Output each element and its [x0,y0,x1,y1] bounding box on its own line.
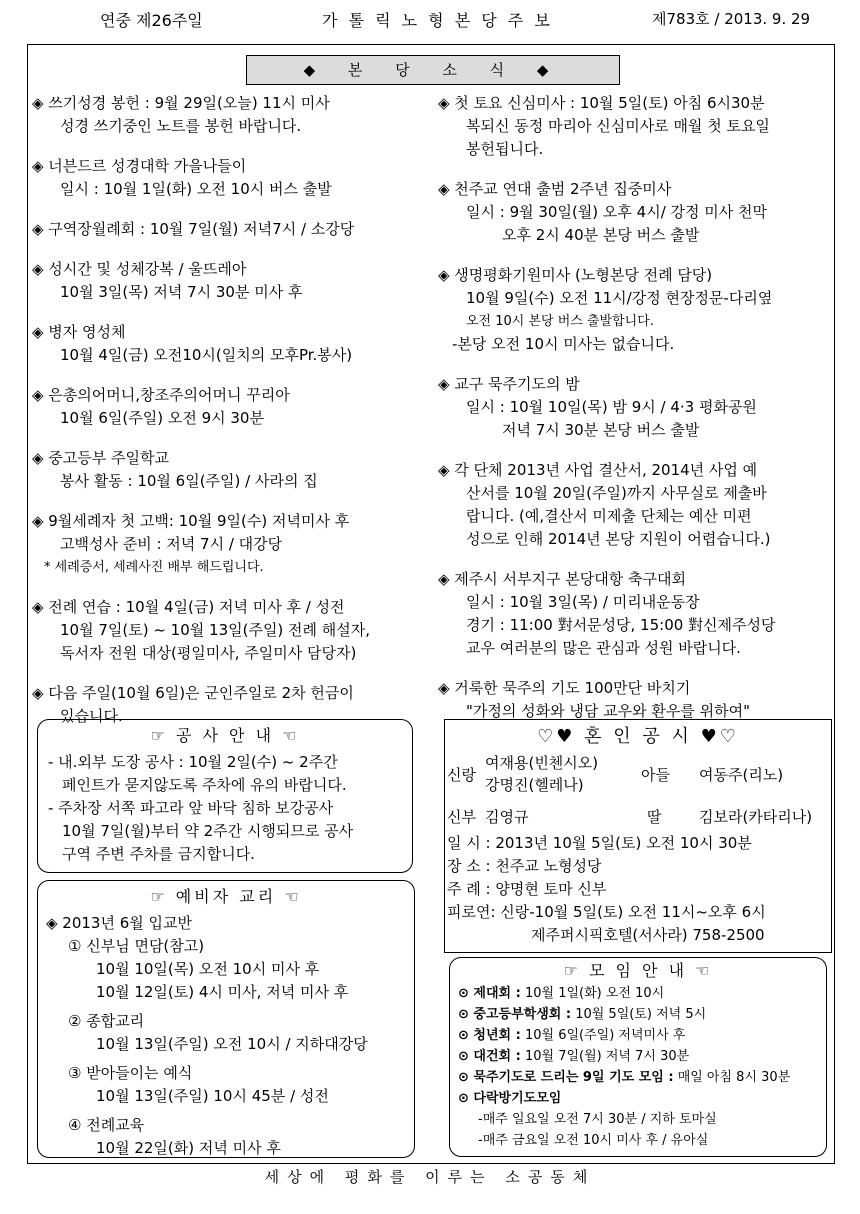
news-item: ◈ 생명평화기원미사 (노형본당 전례 담당) 10월 9일(수) 오전 11시/강정 현장정문-다리옆 오전 10시 본당 버스 출발합니다. -본당 오전 10시 미사는 없습니다. [438,266,773,353]
news-item: ◈ 천주교 연대 출범 2주년 집중미사 일시 : 9월 30일(월) 오후 4시/ 강정 미사 천막 오후 2시 40분 본당 버스 출발 [438,180,767,244]
bulletin-footer: 세상에 평화를 이루는 소공동체 [264,1168,596,1186]
issue-number: 제783호 / 2013. 9. 29 [652,10,811,28]
news-item: ◈ 각 단체 2013년 사업 결산서, 2014년 사업 예 산서를 10월 20일(주일)까지 사무실로 제출바 랍니다. (예,결산서 미제출 단체는 예산 미편 성으로 인해 2014년 본당 지원이 어렵습니다.) [438,461,771,548]
catechumen-box: ☞ 예비자 교리 ☜ ◈ 2013년 6월 입교반 ① 신부님 면담(참고) 10월 10일(목) 오전 10시 미사 후 10월 12일(토) 4시 미사, 저녁 미사 후 ② 종합교리 10월 13일(주일) 오전 10시 / 지하대강당 ③ 받아들이는 예식 10월 13일(주일) 10시 45분 / 성전 ④ 전례교육 10월 22일(화) 저녁 미사 후 [37,880,415,1158]
left-news-column [32,92,428,745]
construction-notice: ☞ 공 사 안 내 ☜ - 내.외부 도장 공사 : 10월 2일(수) ~ 2주간 페인트가 묻지않도록 주차에 유의 바랍니다. - 주차장 서쪽 파고라 앞 바닥 침하 보강공사 10월 7일(월)부터 약 2주간 시행되므로 공사 구역 주변 주차를 금지합니다. [37,719,413,873]
meeting-item: ⊙ 다락방기도모임 [458,1091,562,1106]
wedding-title: ♡♥ 혼 인 공 시 ♥♡ [537,726,739,747]
meeting-item: ⊙ 묵주기도로 드리는 9일 기도 모임 : 매일 아침 8시 30분 [458,1070,791,1085]
bulletin-header [0,6,860,32]
groom-row: 신랑 여재용(빈첸시오) 강명진(헬레나) 아들 여동주(리노) [447,754,784,794]
catechumen-title: ☞ 예비자 교리 ☜ [150,887,302,906]
news-item: ◈ 쓰기성경 봉헌 : 9월 29일(오늘) 11시 미사 성경 쓰기중인 노트를 봉헌 바랍니다. [32,94,330,135]
news-item: ◈ 은총의어머니,창조주의어머니 꾸리아 10월 6일(주일) 오전 9시 30분 [32,386,290,427]
news-item: ◈ 구역장월례회 : 10월 7일(월) 저녁7시 / 소강당 [32,220,355,238]
meeting-item: ⊙ 청년회 : 10월 6일(주일) 저녁미사 후 [458,1028,686,1043]
bride-row: 신부 김영규 딸 김보라(카타리나) [447,808,813,826]
news-item: ◈ 중고등부 주일학교 봉사 활동 : 10월 6일(주일) / 사라의 집 [32,449,318,490]
news-item: ◈ 교구 묵주기도의 밤 일시 : 10월 10일(목) 밤 9시 / 4·3 평화공원 저녁 7시 30분 본당 버스 출발 [438,375,757,439]
wedding-announcement: ♡♥ 혼 인 공 시 ♥♡ 신랑 여재용(빈첸시오) 강명진(헬레나) 아들 여동주(리노) 신부 김영규 딸 김보라(카타리나) 일 시 : 2013년 10월 5일(토) 오전 10시 30분 장 소 : 천주교 노형성당 주 례 : 양명현 토마 신부 피로연: 신랑-10월 5일(토) 오전 11시~오후 6시 제주퍼시픽호텔(서사라) 758-2500 [444,719,832,953]
liturgical-week: 연중 제26주일 [100,11,203,30]
meetings-box: ☞ 모 임 안 내 ☜ ⊙ 제대회 : 10월 1일(화) 오전 10시 ⊙ 중고등부학생회 : 10월 5일(토) 저녁 5시 ⊙ 청년회 : 10월 6일(주일) 저녁미사 후 ⊙ 대건회 : 10월 7일(월) 저녁 7시 30분 ⊙ 묵주기도로 드리는 9일 기도 모임 : 매일 아침 8시 30분 ⊙ 다락방기도모임 -매주 일요일 오전 7시 30분 / 지하 토마실 -매주 금요일 오전 10시 미사 후 / 유아실 [449,957,827,1157]
meeting-item: ⊙ 대건회 : 10월 7일(월) 저녁 7시 30분 [458,1049,690,1064]
news-item: ◈ 거룩한 묵주의 기도 100만단 바치기 "가정의 성화와 냉담 교우와 환우를 위하여" [438,679,750,720]
construction-title: ☞ 공 사 안 내 ☜ [150,726,300,745]
meeting-item: ⊙ 중고등부학생회 : 10월 5일(토) 저녁 5시 [458,1007,707,1022]
news-item: ◈ 전례 연습 : 10월 4일(금) 저녁 미사 후 / 성전 10월 7일(토) ~ 10월 13일(주일) 전례 해설자, 독서자 전원 대상(평일미사, 주일미사 담당자) [32,598,371,662]
bulletin-title: 가 톨 릭 노 형 본 당 주 보 [322,11,553,30]
meeting-item: ⊙ 제대회 : 10월 1일(화) 오전 10시 [458,986,665,1001]
news-item: ◈ 9월세례자 첫 고백: 10월 9일(수) 저녁미사 후 고백성사 준비 : 저녁 7시 / 대강당 * 세례증서, 세례사진 배부 해드립니다. [32,512,350,575]
meetings-title: ☞ 모 임 안 내 ☜ [563,961,713,980]
section-title: ◆ 본 당 소 식 ◆ [246,55,620,85]
news-item: ◈ 병자 영성체 10월 4일(금) 오전10시(일치의 모후Pr.봉사) [32,323,353,364]
news-item: ◈ 다음 주일(10월 6일)은 군인주일로 2차 헌금이 있습니다. [32,684,354,725]
news-item: ◈ 제주시 서부지구 본당대항 축구대회 일시 : 10월 3일(목) / 미리내운동장 경기 : 11:00 對서문성당, 15:00 對신제주성당 교우 여러분의 많은 관심과 성원 바랍니다. [438,570,776,657]
news-item: ◈ 너븐드르 성경대학 가을나들이 일시 : 10월 1일(화) 오전 10시 버스 출발 [32,157,332,198]
news-item: ◈ 성시간 및 성체강복 / 울뜨레아 10월 3일(목) 저녁 7시 30분 미사 후 [32,260,303,301]
right-news-column [438,92,830,740]
news-item: ◈ 첫 토요 신심미사 : 10월 5일(토) 아침 6시30분 복되신 동정 마리아 신심미사로 매월 첫 토요일 봉헌됩니다. [438,94,770,158]
